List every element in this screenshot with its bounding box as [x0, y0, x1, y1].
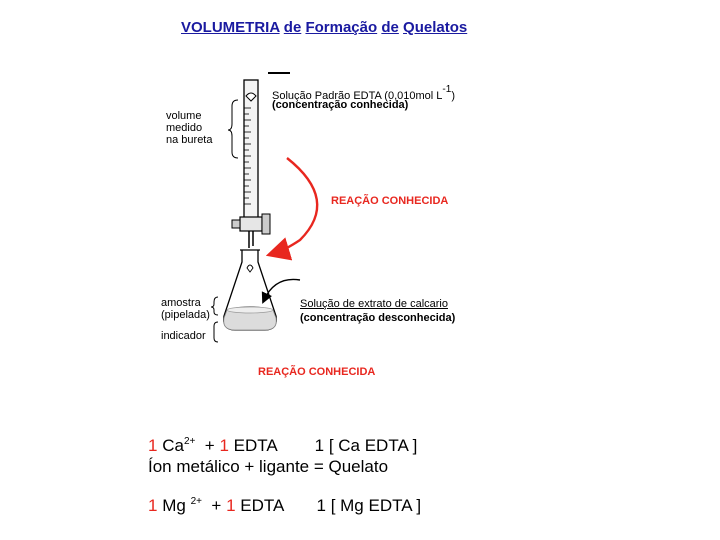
equation-caption: Íon metálico + ligante = Quelato: [148, 457, 389, 476]
eq1-plus: +: [204, 436, 215, 455]
eq1-coef-metal: 1: [148, 436, 158, 455]
analyte-label: Solução de extrato de calcario: [300, 298, 448, 310]
indicator-label: indicador: [161, 330, 206, 342]
volume-label-line1: volume: [166, 110, 202, 122]
curved-arrow-icon: [275, 158, 317, 253]
burette-icon: [244, 80, 258, 218]
sample-label-line1: amostra: [161, 297, 201, 309]
titrant-concentration: (concentração conhecida): [272, 99, 409, 111]
equation-mg-edta: [148, 496, 421, 516]
eq2-coef-product: 1: [316, 496, 326, 515]
eq2-ligand: EDTA: [240, 496, 284, 515]
sample-label: [161, 297, 210, 321]
eq2-metal: Mg: [162, 496, 186, 515]
volume-label-line2: medido: [166, 122, 203, 134]
title-part-4: de: [381, 19, 399, 36]
eq2-coef-metal: 1: [148, 496, 158, 515]
eq1-charge: 2+: [183, 436, 196, 447]
bracket-indicator: [214, 322, 218, 342]
sample-label-line2: (pipelada): [161, 309, 210, 321]
eq1-metal: Ca: [162, 436, 184, 455]
eq1-ligand: EDTA: [233, 436, 277, 455]
bracket-sample: [211, 297, 218, 315]
reaction-label-top: REAÇÃO CONHECIDA: [331, 195, 449, 207]
bracket-volume: [228, 100, 238, 158]
titrant-label-close: ): [451, 90, 455, 102]
eq1-coef-ligand: 1: [219, 436, 229, 455]
title-part-3: Formação: [305, 19, 378, 36]
eq2-plus: +: [211, 496, 222, 515]
eq2-coef-ligand: 1: [226, 496, 236, 515]
eq1-coef-product: 1: [314, 436, 325, 455]
erlenmeyer-flask-icon: [224, 250, 277, 330]
eq1-product: [ Ca EDTA ]: [328, 436, 418, 455]
equation-ca-edta: [148, 436, 417, 456]
reaction-label-bottom: REAÇÃO CONHECIDA: [258, 366, 376, 378]
volume-label-line3: na bureta: [166, 134, 213, 146]
eq2-charge: 2+: [190, 496, 202, 507]
title-part-1: VOLUMETRIA: [181, 19, 280, 36]
stopcock-icon: [232, 214, 270, 248]
titrant-unit-exponent: -1: [442, 84, 452, 95]
analyte-concentration: (concentração desconhecida): [300, 312, 456, 324]
title-part-2: de: [283, 19, 302, 36]
title-part-5: Quelatos: [403, 19, 468, 36]
eq2-product: [ Mg EDTA ]: [330, 496, 422, 515]
titrant-label-line1: Solução Padrão EDTA (0,010mol L: [272, 90, 443, 102]
volume-label: [166, 110, 212, 146]
